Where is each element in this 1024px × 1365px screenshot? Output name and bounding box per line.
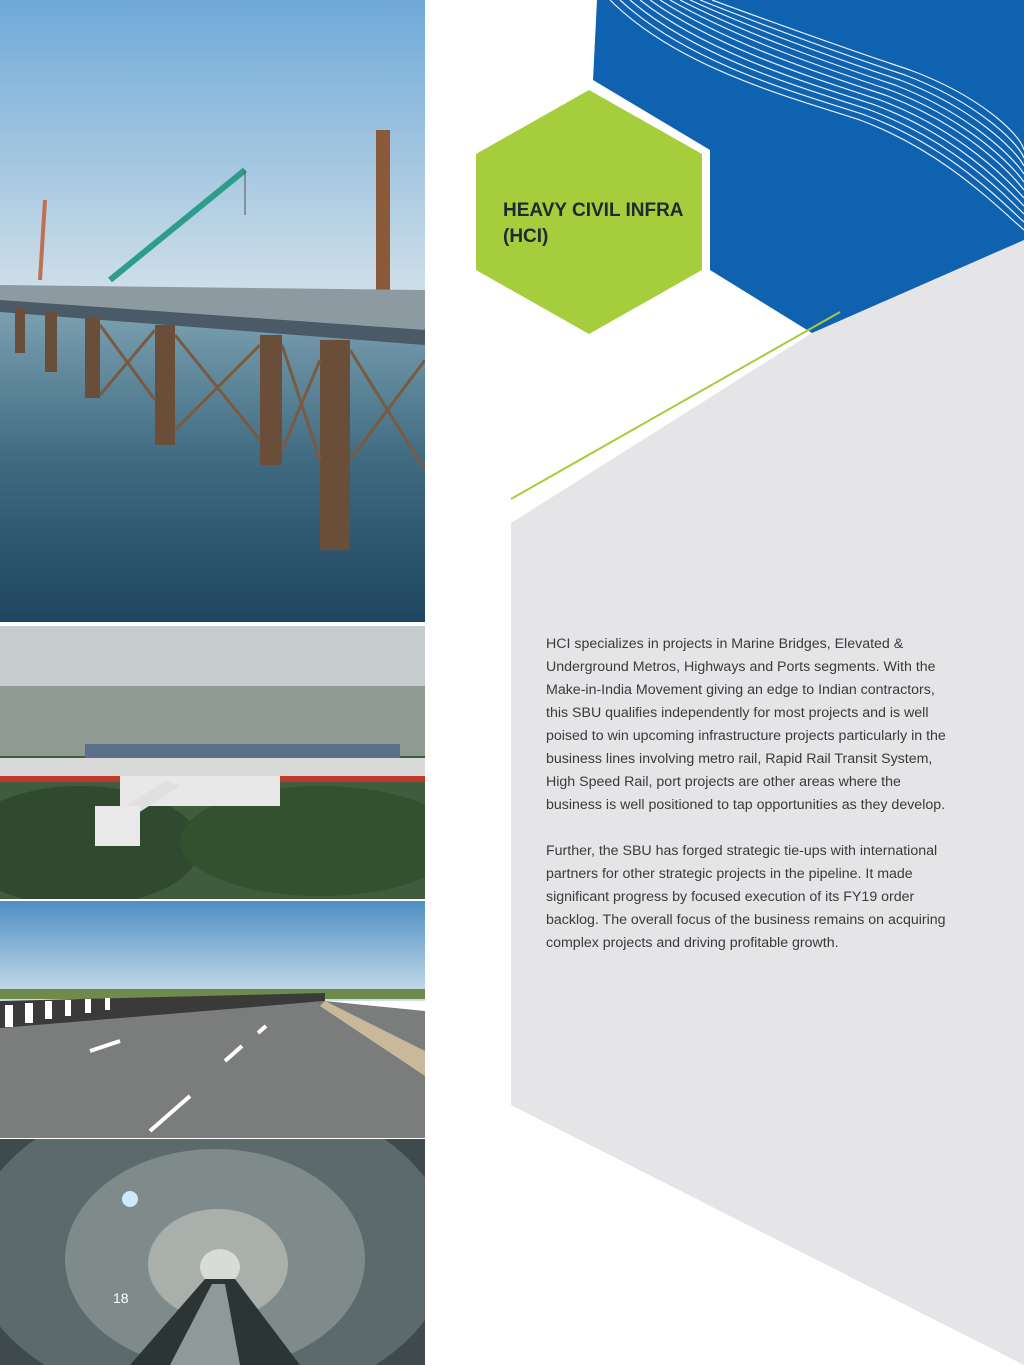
paragraph: HCI specializes in projects in Marine Bridges, Elevated & Underground Metros, Highways and Ports segments. With the Make-in-India Movement giving an edge to Indian contractors, this SBU qualifies independently for most projects and is well poised to win upcoming infrastructure projects particularly in the business lines involving metro rail, Rapid Rail Transit System, High Speed Rail, port projects are other areas where the business is well positioned to tap opportunities as they develop.	[546, 636, 946, 813]
photo-marine-bridge	[0, 0, 425, 622]
photo-highway	[0, 901, 425, 1138]
photo-metro-station	[0, 626, 425, 899]
paragraph: Further, the SBU has forged strategic tie-ups with international partners for other strategic projects in the pipeline. It made significant progress by focused execution of its FY19 order backlog. The overall focus of the business remains on acquiring complex projects and driving profitable growth.	[546, 843, 946, 951]
body-text	[546, 633, 951, 978]
section-title: HEAVY CIVIL INFRA (HCI)	[503, 200, 684, 247]
photo-tunnel	[0, 1139, 425, 1365]
page-number: 18	[113, 1290, 129, 1306]
